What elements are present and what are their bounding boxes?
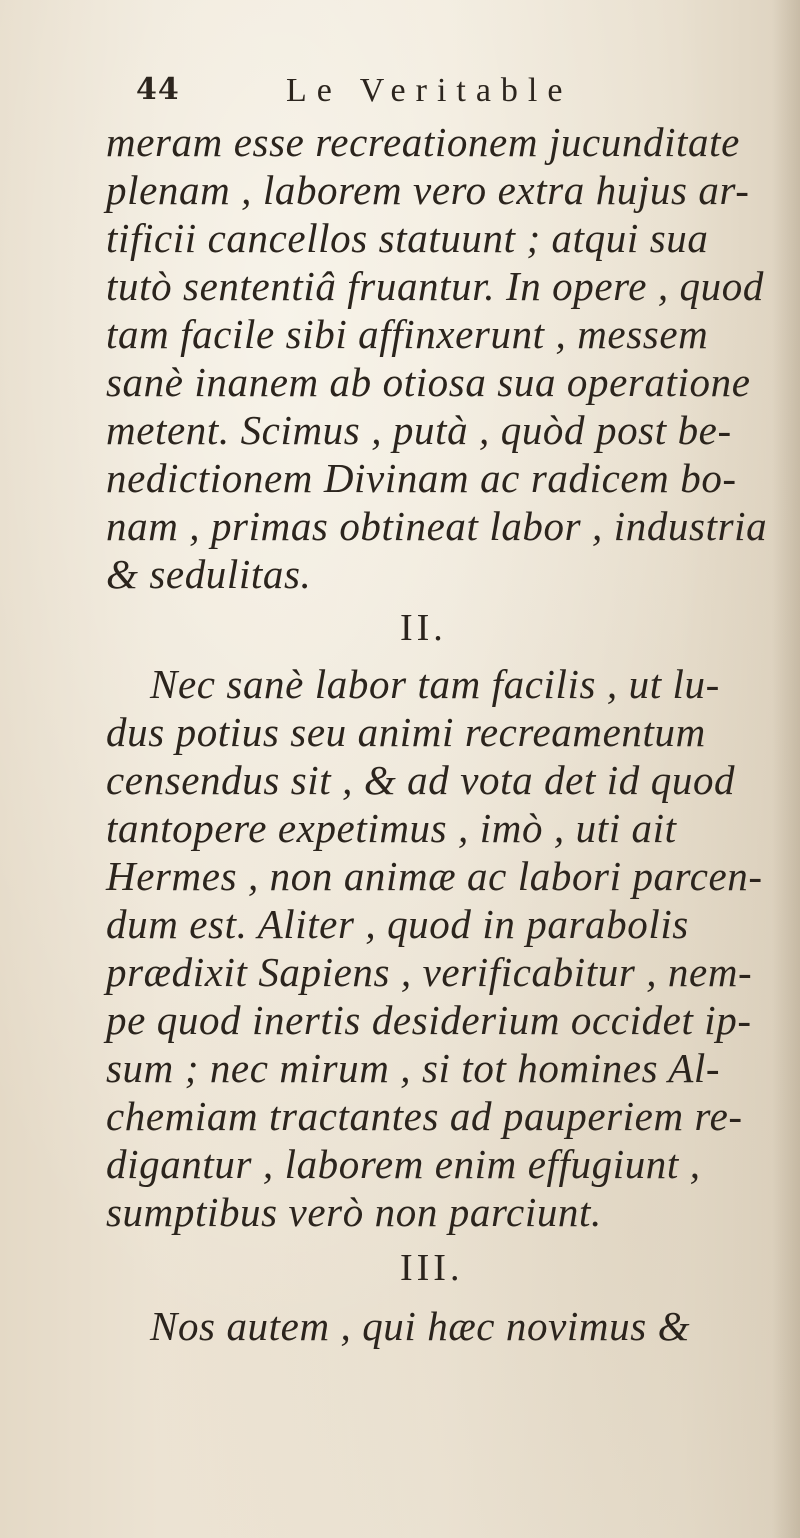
text-line: nedictionem Divinam ac radicem bo- [106,455,737,501]
text-line: dum est. Aliter , quod in parabolis [106,901,689,947]
text-line: nam , primas obtineat labor , industria [106,503,768,549]
text-line: tantopere expetimus , imò , uti ait [106,805,677,851]
text-line: censendus sit , & ad vota det id quod [106,757,736,803]
text-line: tificii cancellos statuunt ; atqui sua [106,215,709,261]
text-line: tam facile sibi affinxerunt , messem [106,311,709,357]
text-line: sumptibus verò non parciunt. [106,1189,602,1235]
page-number: 44 [136,72,180,107]
running-head: Le Veritable [286,72,573,109]
text-line: tutò sententiâ fruantur. In opere , quod [106,263,764,309]
text-line: digantur , laborem enim effugiunt , [106,1141,701,1187]
text-line: dus potius seu animi recreamentum [106,709,706,755]
text-line: meram esse recreationem jucunditate [106,119,740,165]
text-line: metent. Scimus , putà , quòd post be- [106,407,732,453]
text-line: sanè inanem ab otiosa sua operatione [106,359,751,405]
text-line: pe quod inertis desiderium occidet ip- [106,997,752,1043]
text-line: Nos autem , qui hæc novimus & [150,1303,691,1349]
text-line: plenam , laborem vero extra hujus ar- [106,167,750,213]
text-line: Nec sanè labor tam facilis , ut lu- [150,661,720,707]
text-line: prædixit Sapiens , verificabitur , nem- [106,949,753,995]
section-number: III. [400,1247,464,1289]
text-line: & sedulitas. [106,551,312,597]
text-line: Hermes , non animæ ac labori parcen- [106,853,763,899]
text-line: sum ; nec mirum , si tot homines Al- [106,1045,721,1091]
section-number: II. [400,607,447,649]
text-line: chemiam tractantes ad pauperiem re- [106,1093,743,1139]
